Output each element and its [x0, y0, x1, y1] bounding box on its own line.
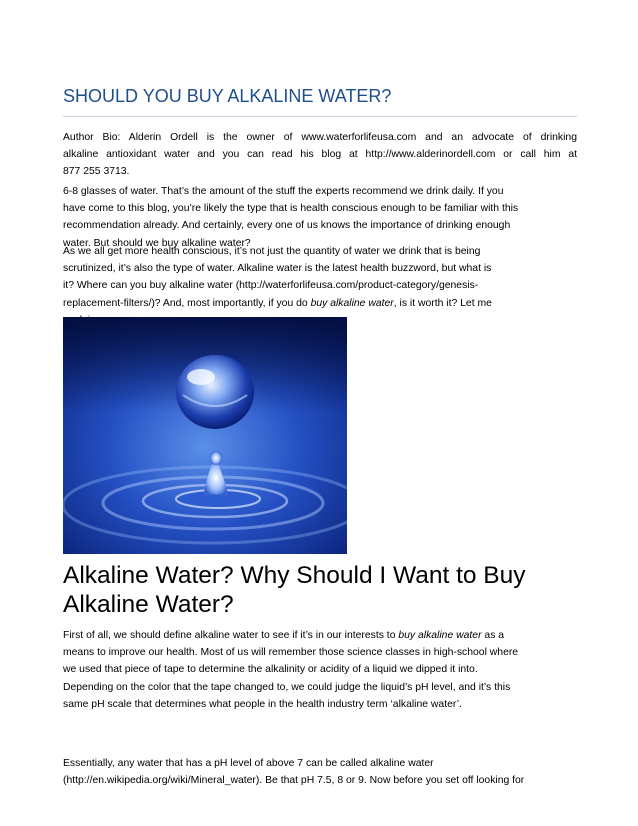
author-bio-line: 877 255 3713. [63, 166, 130, 178]
heading-line: Alkaline Water? Why Should I Want to Buy [63, 562, 526, 589]
emphasis-link-text[interactable]: buy alkaline water [310, 297, 394, 309]
third-paragraph [63, 627, 577, 713]
intro-paragraph [63, 183, 577, 252]
paragraph-line [63, 295, 577, 312]
fourth-paragraph [63, 755, 577, 789]
title-divider [63, 116, 577, 117]
section-heading [63, 561, 577, 619]
water-drop [176, 355, 254, 429]
paragraph-line: means to improve our health. Most of us will remember those science classes in high-school where [63, 647, 519, 659]
author-bio [63, 129, 577, 181]
author-bio-line: alkaline antioxidant water and you can read his blog at http://www.alderinordell.com or call him at [63, 149, 577, 161]
paragraph-line: Essentially, any water that has a pH level of above 7 can be called alkaline water [63, 758, 434, 769]
text-segment: , is it worth it? Let me [393, 297, 492, 309]
paragraph-line: Depending on the color that the tape changed to, we could judge the liquid’s pH level, and it’s this [63, 681, 511, 693]
paragraph-line: (http://en.wikipedia.org/wiki/Mineral_water). Be that pH 7.5, 8 or 9. Now before you set off looking for [63, 775, 525, 787]
text-segment: First of all, we should define alkaline water to see if it’s in our interests to [63, 630, 399, 641]
paragraph-line: recommendation already. And certainly, every one of us knows the importance of drinking enough [63, 220, 511, 232]
paragraph-line: same pH scale that determines what people in the health industry term ‘alkaline water’. [63, 698, 462, 710]
paragraph-line: we used that piece of tape to determine the alkalinity or acidity of a liquid we dipped it into. [63, 664, 478, 676]
drop-highlight [187, 369, 215, 385]
text-segment: as a [481, 630, 505, 641]
splash-crown [210, 451, 222, 465]
heading-line: Alkaline Water? [63, 591, 234, 618]
paragraph-line: 6-8 glasses of water. That’s the amount of the stuff the experts recommend we drink daily. If you [63, 186, 504, 197]
paragraph-line: have come to this blog, you’re likely the type that is health conscious enough to be familiar with this [63, 203, 519, 215]
article-title: SHOULD YOU BUY ALKALINE WATER? [63, 86, 392, 106]
paragraph-line: water. But should we buy alkaline water? [63, 237, 251, 249]
water-droplet-photo [63, 317, 347, 554]
author-bio-line: Author Bio: Alderin Ordell is the owner of www.waterforlifeusa.com and an advocate of drinking [63, 132, 577, 143]
paragraph-line: As we all get more health conscious, it’s not just the quantity of water we drink that is being [63, 246, 481, 257]
paragraph-line: it? Where can you buy alkaline water (http://waterforlifeusa.com/product-category/genesis- [63, 280, 479, 292]
paragraph-line: scrutinized, it’s also the type of water. Alkaline water is the latest health buzzword, but what is [63, 263, 492, 275]
paragraph-line [63, 627, 577, 644]
text-segment: replacement-filters/)? And, most importantly, if you do [63, 297, 311, 309]
emphasis-link-text[interactable]: buy alkaline water [398, 630, 482, 641]
